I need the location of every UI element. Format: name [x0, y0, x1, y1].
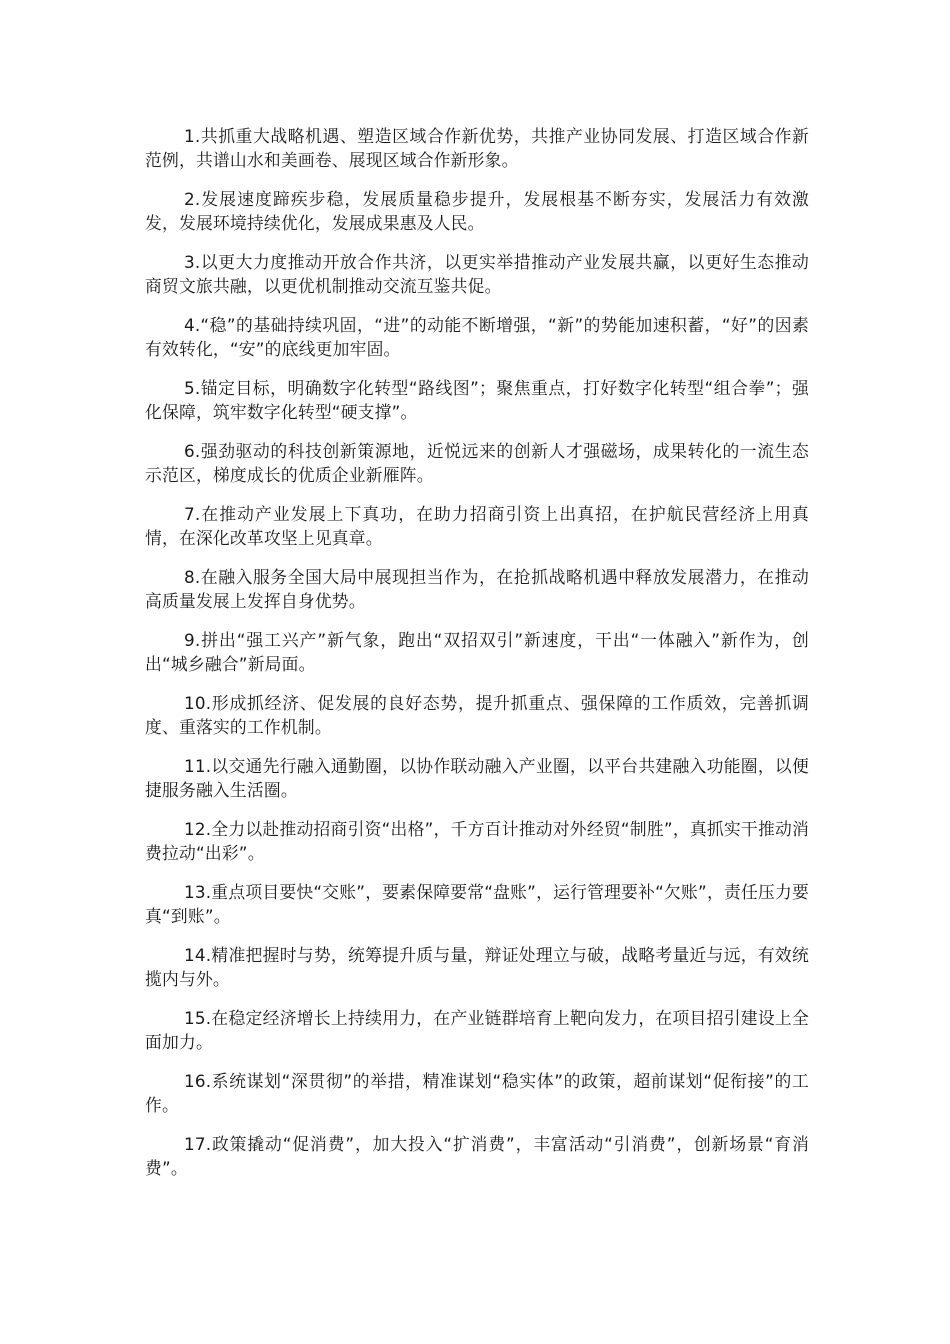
paragraph-9: 9.拼出“强工兴产”新气象，跑出“双招双引”新速度，干出“一体融入”新作为，创出“城乡融合”新局面。	[145, 630, 809, 674]
paragraph-5: 5.锚定目标，明确数字化转型“路线图”；聚焦重点，打好数字化转型“组合拳”；强化保障，筑牢数字化转型“硬支撑”。	[145, 378, 809, 422]
paragraph-15: 15.在稳定经济增长上持续用力，在产业链群培育上靶向发力，在项目招引建设上全面加力。	[145, 1008, 809, 1052]
paragraph-10: 10.形成抓经济、促发展的良好态势，提升抓重点、强保障的工作质效，完善抓调度、重落实的工作机制。	[145, 693, 809, 737]
paragraph-1: 1.共抓重大战略机遇、塑造区域合作新优势，共推产业协同发展、打造区域合作新范例，共谱山水和美画卷、展现区域合作新形象。	[145, 126, 809, 170]
paragraph-13: 13.重点项目要快“交账”，要素保障要常“盘账”，运行管理要补“欠账”，责任压力要真“到账”。	[145, 882, 809, 926]
paragraph-16: 16.系统谋划“深贯彻”的举措，精准谋划“稳实体”的政策，超前谋划“促衔接”的工作。	[145, 1071, 809, 1115]
document-body	[145, 124, 809, 1195]
paragraph-6: 6.强劲驱动的科技创新策源地，近悦远来的创新人才强磁场，成果转化的一流生态示范区，梯度成长的优质企业新雁阵。	[145, 441, 809, 485]
paragraph-3: 3.以更大力度推动开放合作共济，以更实举措推动产业发展共赢，以更好生态推动商贸文旅共融，以更优机制推动交流互鉴共促。	[145, 252, 809, 296]
paragraph-11: 11.以交通先行融入通勤圈，以协作联动融入产业圈，以平台共建融入功能圈，以便捷服务融入生活圈。	[145, 756, 809, 800]
paragraph-17: 17.政策撬动“促消费”，加大投入“扩消费”，丰富活动“引消费”，创新场景“育消费”。	[145, 1134, 809, 1178]
paragraph-14: 14.精准把握时与势，统筹提升质与量，辩证处理立与破，战略考量近与远，有效统揽内与外。	[145, 945, 809, 989]
paragraph-7: 7.在推动产业发展上下真功，在助力招商引资上出真招，在护航民营经济上用真情，在深化改革攻坚上见真章。	[145, 504, 809, 548]
paragraph-8: 8.在融入服务全国大局中展现担当作为，在抢抓战略机遇中释放发展潜力，在推动高质量发展上发挥自身优势。	[145, 567, 809, 611]
paragraph-4: 4.“稳”的基础持续巩固，“进”的动能不断增强，“新”的势能加速积蓄，“好”的因素有效转化，“安”的底线更加牢固。	[145, 315, 809, 359]
paragraph-2: 2.发展速度蹄疾步稳，发展质量稳步提升，发展根基不断夯实，发展活力有效激发，发展环境持续优化，发展成果惠及人民。	[145, 189, 809, 233]
paragraph-12: 12.全力以赴推动招商引资“出格”，千方百计推动对外经贸“制胜”，真抓实干推动消费拉动“出彩”。	[145, 819, 809, 863]
